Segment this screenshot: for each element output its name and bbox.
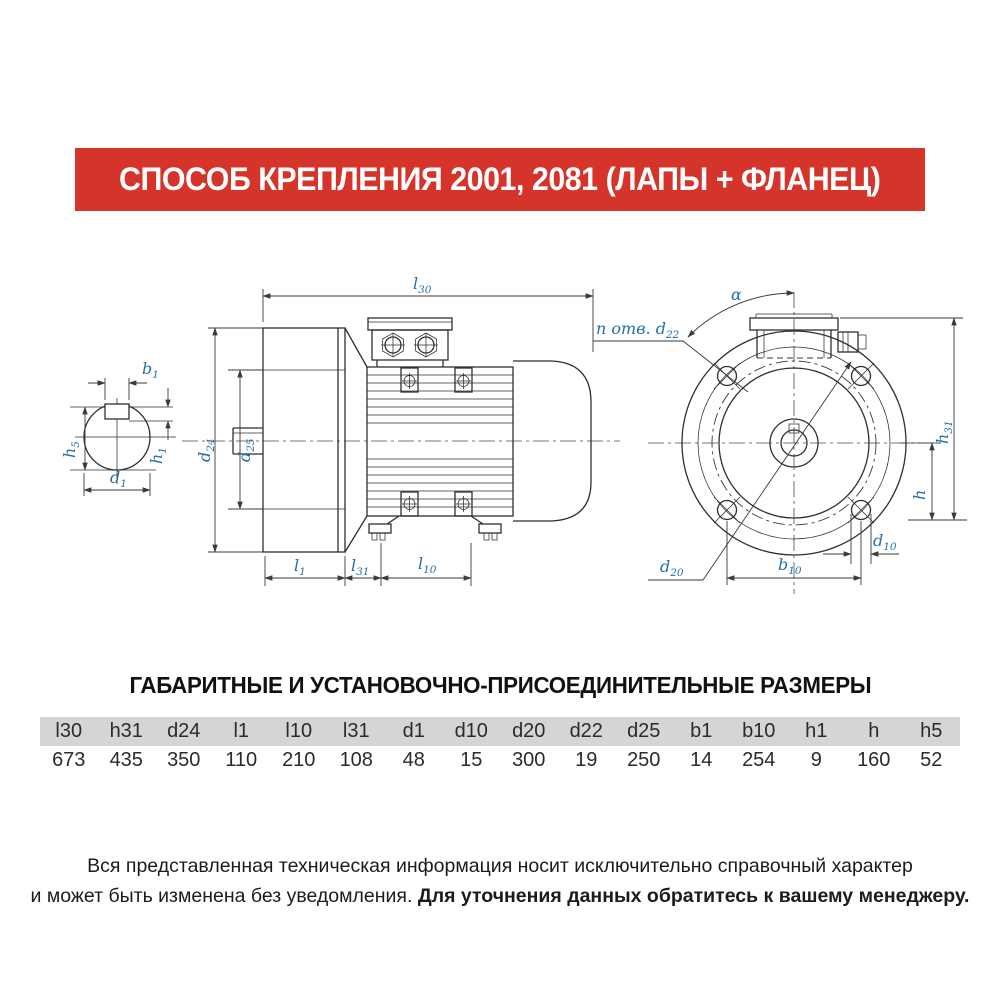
col-header-d25: d25 (615, 717, 673, 746)
dim-label-l31: $l_{31}$ (351, 556, 370, 578)
dim-label-d24: $d_{24}$ (195, 438, 217, 462)
value-h31: 435 (109, 749, 143, 771)
cable-gland (414, 333, 438, 357)
dim-label-d25: $d_{25}$ (235, 438, 257, 462)
terminal-box-side (368, 318, 452, 367)
col-header-d20: d20 (500, 717, 558, 746)
col-header-h1: h1 (788, 717, 846, 746)
dim-label-d20: $d_{20}$ (660, 557, 684, 579)
col-header-d1: d1 (385, 717, 443, 746)
col-header-d22: d22 (558, 717, 616, 746)
motor-body (367, 367, 513, 516)
col-header-d24: d24 (155, 717, 213, 746)
terminal-box-front (750, 314, 866, 358)
col-header-l1: l1 (213, 717, 271, 746)
value-h5: 52 (920, 749, 943, 771)
dim-label-h31: $h_{31}$ (933, 420, 955, 444)
table-section-title: ГАБАРИТНЫЕ И УСТАНОВОЧНО-ПРИСОЕДИНИТЕЛЬНЫЕ РАЗМЕРЫ (129, 672, 871, 698)
value-d24: 350 (167, 749, 201, 771)
dim-label-l1: $l_1$ (294, 556, 306, 578)
dim-label-h1: $h_1$ (147, 447, 169, 464)
flange-front-view (593, 285, 967, 594)
tie-rod-lugs (401, 368, 472, 516)
value-l30: 673 (52, 749, 86, 771)
value-d22: 19 (575, 749, 598, 771)
dim-label-b10: $b_{10}$ (778, 555, 802, 577)
value-l31: 108 (339, 749, 373, 771)
table-header-row (40, 717, 960, 746)
dim-label-h: h (910, 489, 929, 500)
banner-title: СПОСОБ КРЕПЛЕНИЯ 2001, 2081 (ЛАПЫ + ФЛАНЕЦ) (119, 161, 881, 197)
col-header-h5: h5 (903, 717, 961, 746)
value-d1: 48 (402, 749, 425, 771)
shaft-section-view (60, 359, 176, 496)
disclaimer-line2: и может быть изменена без уведомления. Для уточнения данных обратитесь к вашему менеджеру. (30, 885, 970, 907)
dimensions-table (40, 717, 960, 775)
dim-label-d1: $d_1$ (110, 468, 127, 490)
dim-label-alpha: α (731, 285, 742, 304)
value-d20: 300 (512, 749, 546, 771)
col-header-h31: h31 (98, 717, 156, 746)
col-header-d10: d10 (443, 717, 501, 746)
value-b10: 254 (742, 749, 776, 771)
motor-side-view (182, 274, 620, 586)
dim-label-d10: $d_{10}$ (873, 531, 897, 553)
table-values-row (40, 746, 960, 775)
value-h1: 9 (810, 749, 822, 771)
dim-label-h5: $h_5$ (60, 441, 82, 458)
col-header-b10: b10 (730, 717, 788, 746)
value-l1: 110 (225, 749, 258, 771)
value-l10: 210 (282, 749, 316, 771)
value-d25: 250 (627, 749, 661, 771)
dim-label-l30: $l_{30}$ (413, 274, 432, 296)
dim-label-b1: $b_1$ (142, 359, 159, 381)
value-d10: 15 (460, 749, 483, 771)
disclaimer-line1: Вся представленная техническая информация носит исключительно справочный характер (87, 855, 913, 877)
col-header-h: h (845, 717, 903, 746)
flange-disc (263, 328, 367, 552)
dim-label-n-otv-d22: n отв. $d_{22}$ (596, 319, 680, 341)
col-header-l31: l31 (328, 717, 386, 746)
col-header-l30: l30 (40, 717, 98, 746)
cable-gland (381, 333, 405, 357)
value-h: 160 (857, 749, 891, 771)
disclaimer-text (0, 851, 1000, 911)
value-b1: 14 (690, 749, 713, 771)
col-header-b1: b1 (673, 717, 731, 746)
fan-cover (513, 361, 591, 521)
col-header-l10: l10 (270, 717, 328, 746)
dim-label-l10: $l_{10}$ (418, 554, 437, 576)
mounting-feet (369, 516, 501, 540)
